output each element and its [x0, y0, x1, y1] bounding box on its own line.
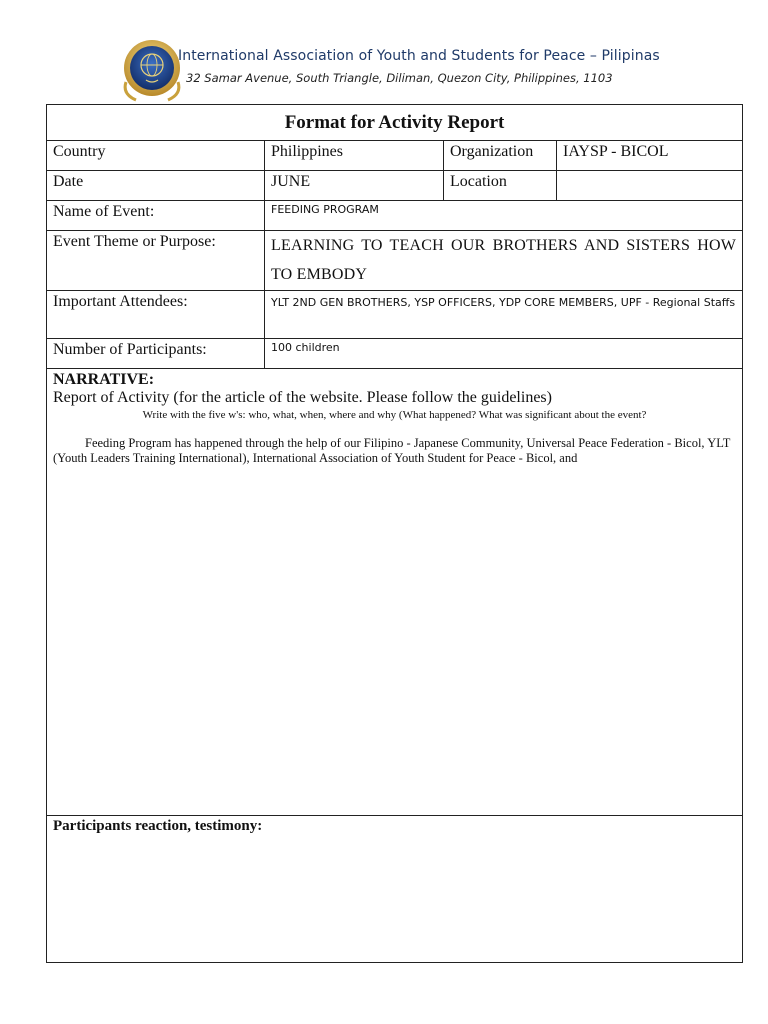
narrative-guideline: Write with the five w's: who, what, when, where and why (What happened? What was significant about the event?	[142, 409, 647, 421]
reaction-label: Participants reaction, testimony:	[53, 818, 263, 834]
organization-address: 32 Samar Avenue, South Triangle, Diliman, Quezon City, Philippines, 1103	[186, 71, 613, 85]
organization-value: IAYSP - BICOL	[557, 141, 743, 171]
narrative-body: Feeding Program has happened through the help of our Filipino - Japanese Community, Universal Peace Federation - Bicol, YLT (Youth Leaders Training International), International Association of Youth Student for Peace - Bicol, and	[53, 436, 731, 465]
theme-value: LEARNING TO TEACH OUR BROTHERS AND SISTERS HOW TO EMBODY	[265, 231, 743, 291]
narrative-section	[47, 369, 743, 816]
location-value	[557, 171, 743, 201]
country-value: Philippines	[265, 141, 444, 171]
narrative-heading: NARRATIVE:	[53, 371, 155, 388]
event-name-value: FEEDING PROGRAM	[265, 201, 743, 231]
attendees-label: Important Attendees:	[47, 291, 265, 339]
date-value: JUNE	[265, 171, 444, 201]
reaction-section	[47, 816, 743, 963]
event-name-label: Name of Event:	[47, 201, 265, 231]
country-label: Country	[47, 141, 265, 171]
participants-value: 100 children	[265, 339, 743, 369]
date-label: Date	[47, 171, 265, 201]
location-label: Location	[444, 171, 557, 201]
organization-label: Organization	[444, 141, 557, 171]
participants-label: Number of Participants:	[47, 339, 265, 369]
theme-label: Event Theme or Purpose:	[47, 231, 265, 291]
form-title: Format for Activity Report	[47, 105, 743, 141]
attendees-value: YLT 2ND GEN BROTHERS, YSP OFFICERS, YDP CORE MEMBERS, UPF - Regional Staffs	[265, 291, 743, 339]
letterhead	[0, 0, 768, 104]
activity-report-form	[46, 104, 743, 963]
organization-name: International Association of Youth and Students for Peace – Pilipinas	[178, 48, 660, 64]
narrative-subheading: Report of Activity (for the article of the website. Please follow the guidelines)	[53, 389, 552, 406]
